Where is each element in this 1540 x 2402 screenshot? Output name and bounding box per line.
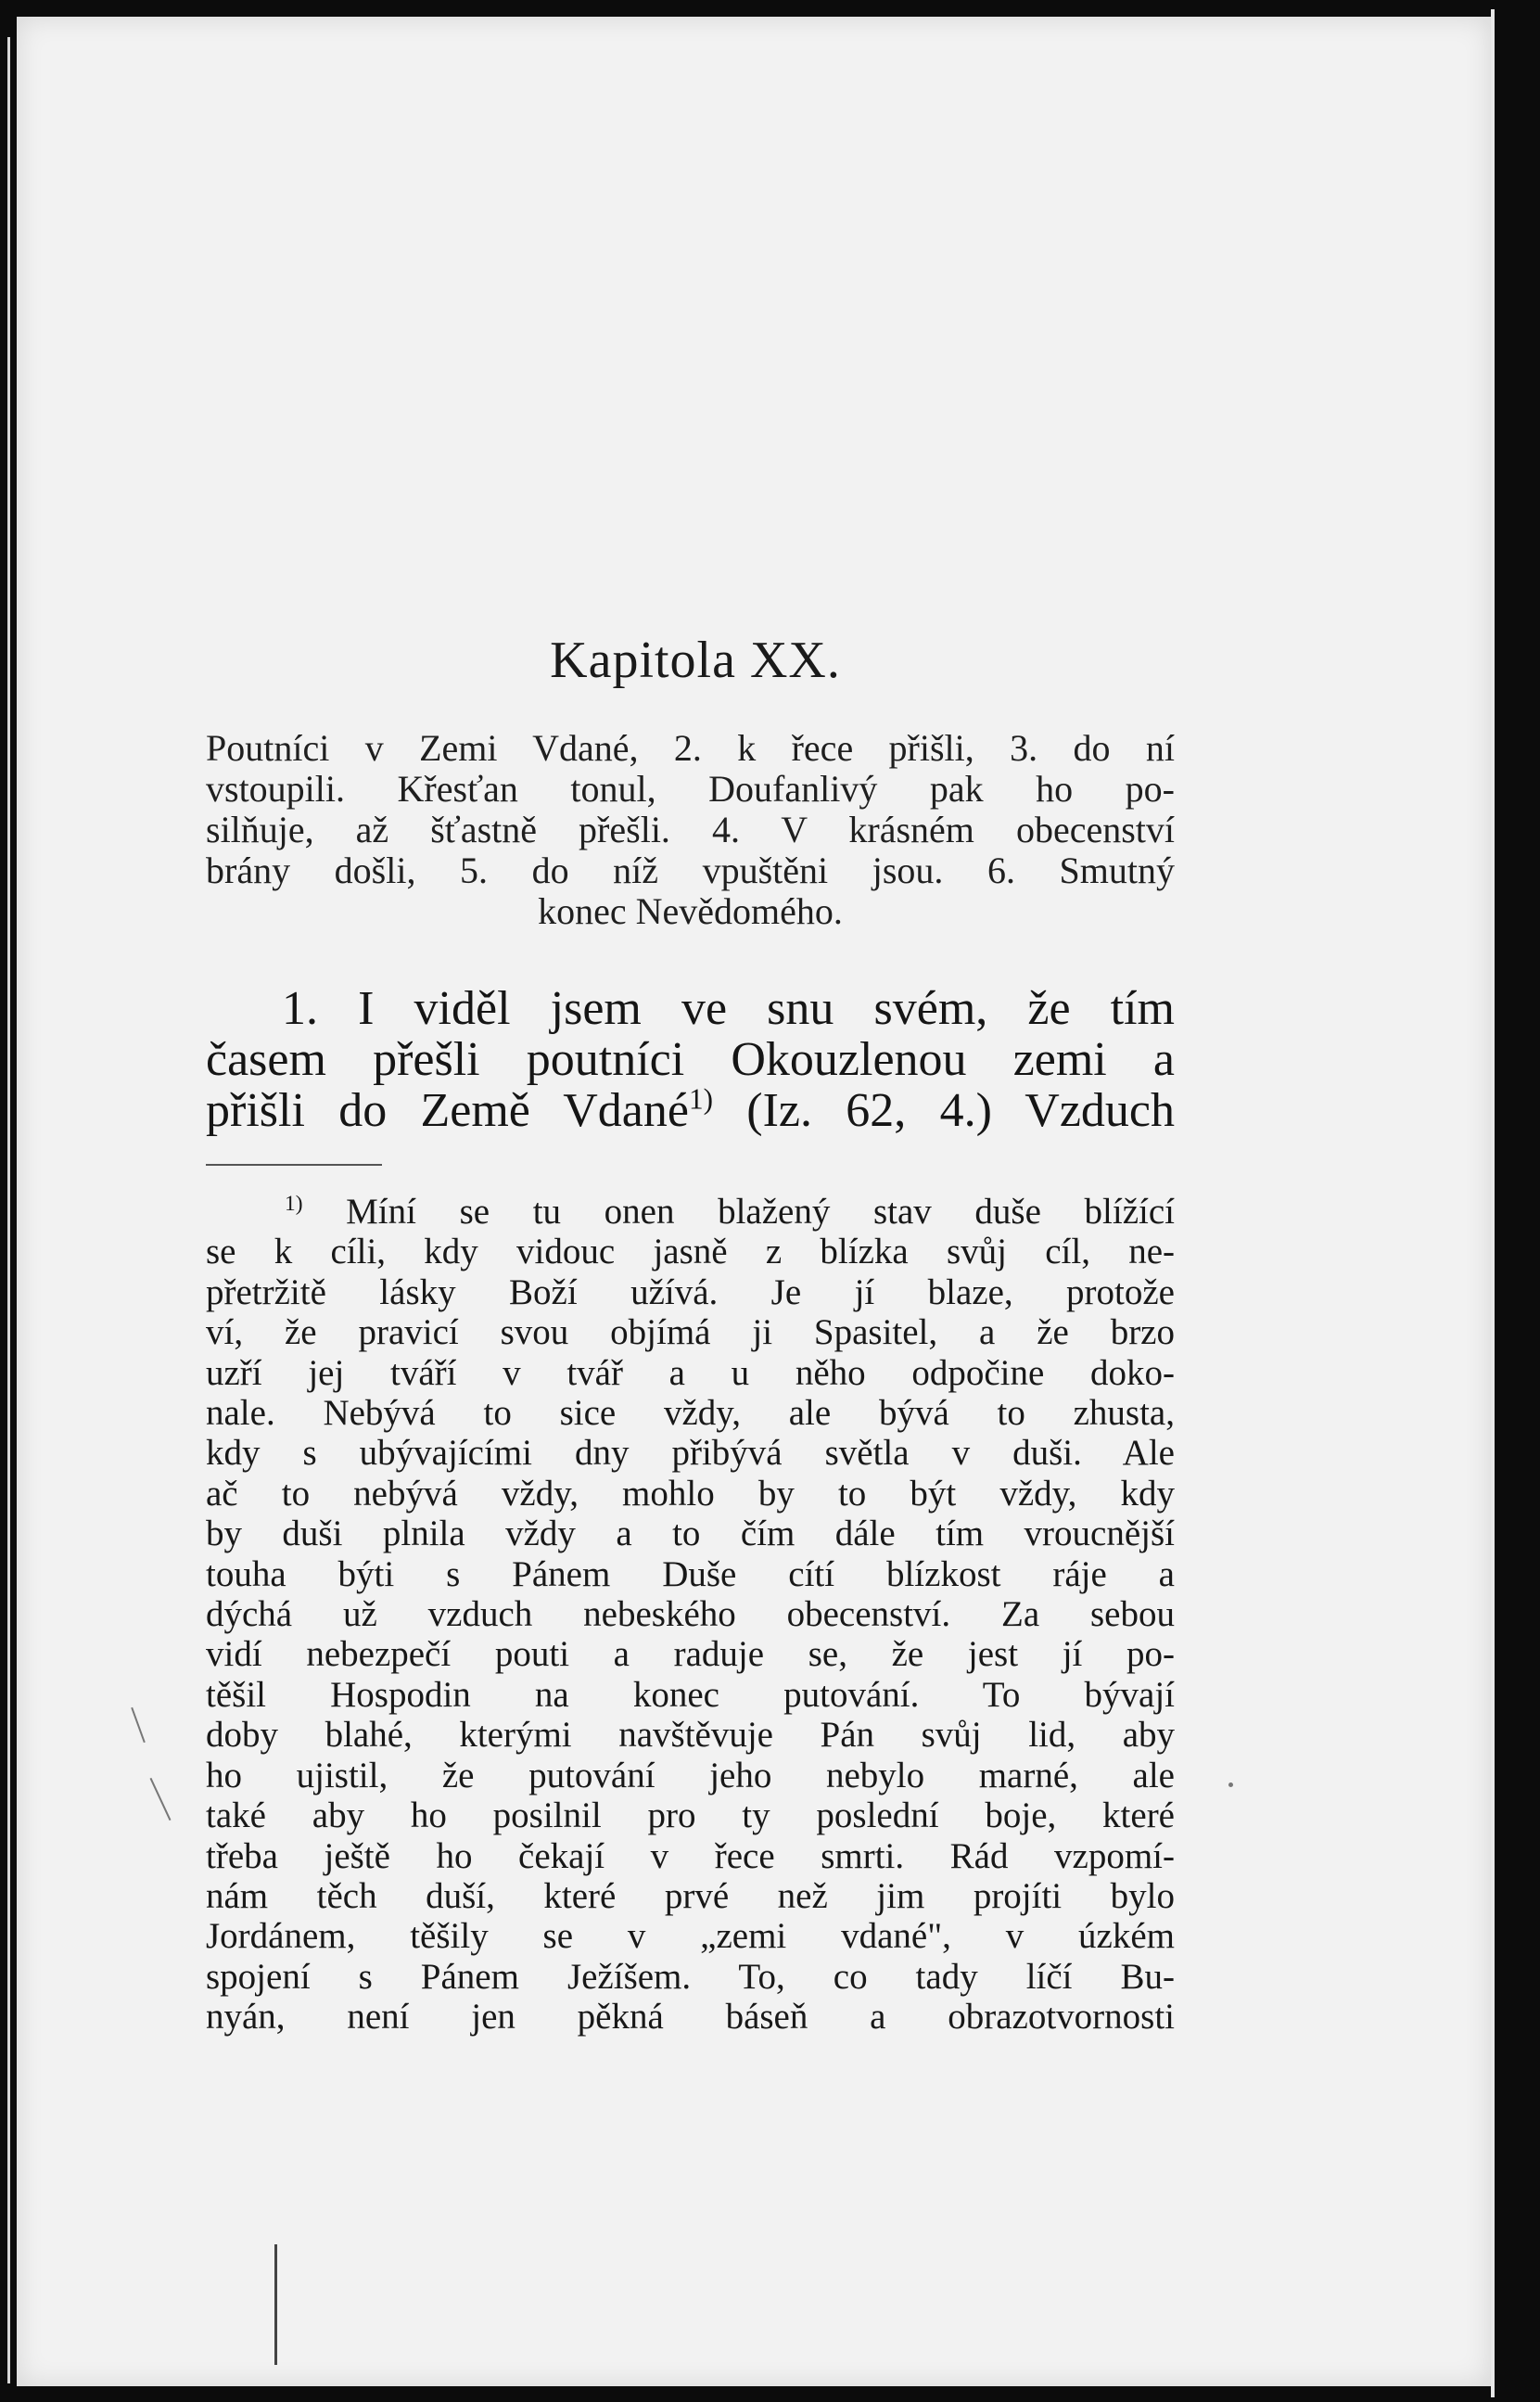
- chapter-summary: [206, 728, 1175, 932]
- summary-line: silňuje, až šťastně přešli. 4. V krásném obecenství: [206, 809, 1175, 850]
- footnote-line: přetržitě lásky Boží užívá. Je jí blaze, protože: [206, 1271, 1175, 1312]
- footnote-line-text: Míní se tu onen blažený stav duše blížící: [346, 1192, 1175, 1232]
- footnote-line: ho ujistil, že putování jeho nebylo marné, ale: [206, 1755, 1175, 1795]
- footnote-line: vidí nebezpečí pouti a raduje se, že jest jí po-: [206, 1634, 1175, 1675]
- footnote: [206, 1192, 1175, 2038]
- footnote-line: také aby ho posilnil pro ty poslední boje, které: [206, 1795, 1175, 1836]
- summary-line: vstoupili. Křesťan tonul, Doufanlivý pak ho po-: [206, 768, 1175, 810]
- body-line-with-footnote-ref: [206, 1082, 1175, 1137]
- footnote-reference: 1): [688, 1082, 713, 1116]
- footnote-line: třeba ještě ho čekají v řece smrti. Rád vzpomí-: [206, 1835, 1175, 1876]
- summary-line: Poutníci v Zemi Vdané, 2. k řece přišli, 3. do ní: [206, 727, 1175, 769]
- footnote-line: Jordánem, těšily se v „zemi vdané", v úzkém: [206, 1916, 1175, 1957]
- footnote-line: uzří jej tváří v tvář a u něho odpočine doko-: [206, 1352, 1175, 1393]
- footnote-line: touha býti s Pánem Duše cítí blízkost ráje a: [206, 1553, 1175, 1594]
- footnote-line: [206, 1192, 1175, 1232]
- body-line-text: přišli do Země Vdané$^{1)}$ (Iz. 62, 4.) Vzduch: [206, 1082, 1175, 1137]
- summary-line: konec Nevědomého.: [538, 890, 843, 932]
- chapter-title: Kapitola XX.: [550, 632, 841, 689]
- footnote-line: doby blahé, kterými navštěvuje Pán svůj lid, aby: [206, 1715, 1175, 1756]
- footnote-line: spojení s Pánem Ježíšem. To, co tady líčí Bu-: [206, 1956, 1175, 1997]
- footnote-marker: 1): [285, 1191, 303, 1216]
- footnote-separator: [206, 1164, 382, 1166]
- body-line: časem přešli poutníci Okouzlenou zemi a: [206, 1033, 1175, 1086]
- footnote-line: nám těch duší, které prvé než jim projíti bylo: [206, 1875, 1175, 1916]
- summary-line: brány došli, 5. do níž vpuštěni jsou. 6. Smutný: [206, 850, 1175, 891]
- main-text: [206, 983, 1175, 1136]
- footnote-line: ač to nebývá vždy, mohlo by to být vždy, kdy: [206, 1473, 1175, 1514]
- footnote-line: ví, že pravicí svou objímá ji Spasitel, a že brzo: [206, 1312, 1175, 1353]
- footnote-line: nale. Nebývá to sice vždy, ale bývá to zhusta,: [206, 1393, 1175, 1434]
- page-left-edge: [7, 37, 10, 2383]
- footnote-line: těšil Hospodin na konec putování. To bývají: [206, 1674, 1175, 1715]
- scan-artifact: [1228, 1782, 1233, 1787]
- footnote-line: nyán, není jen pěkná báseň a obrazotvornosti: [206, 1997, 1175, 2038]
- scan-artifact: [274, 2244, 277, 2365]
- footnote-line: kdy s ubývajícími dny přibývá světla v duši. Ale: [206, 1433, 1175, 1474]
- footnote-line: dýchá už vzduch nebeského obecenství. Za sebou: [206, 1594, 1175, 1635]
- footnote-line: se k cíli, kdy vidouc jasně z blízka svůj cíl, ne-: [206, 1232, 1175, 1272]
- footnote-line: by duši plnila vždy a to čím dále tím vroucnější: [206, 1514, 1175, 1554]
- page-right-edge: [1491, 9, 1495, 2397]
- body-line: 1. I viděl jsem ve snu svém, že tím: [282, 982, 1175, 1035]
